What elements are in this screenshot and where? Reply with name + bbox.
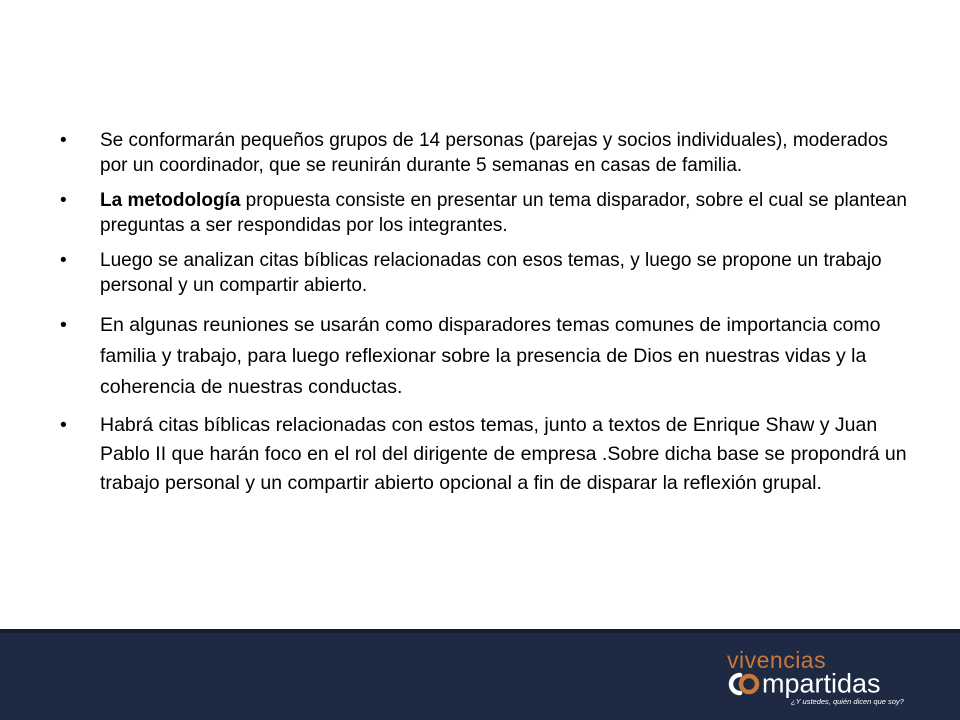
bullet-item	[60, 310, 920, 403]
bullet-dot: •	[60, 250, 67, 271]
bullet-item	[60, 188, 920, 238]
logo-line-1: vivencias	[727, 647, 827, 673]
bullet-text: propuesta consiste en presentar un tema disparador, sobre el cual se plantean preguntas a ser respondidas por los integrantes.	[100, 190, 907, 236]
bullet-text: En algunas reuniones se usarán como disparadores temas comunes de importancia como familia y trabajo, para luego reflexionar sobre la presencia de Dios en nuestras vidas y la coherencia de nuestras conductas.	[100, 314, 881, 398]
logo-co-mark-icon	[727, 671, 761, 697]
bullet-dot: •	[60, 130, 67, 151]
bullet-item	[60, 248, 920, 298]
bullet-list	[60, 128, 920, 498]
logo-tagline: ¿Y ustedes, quién dicen que soy?	[791, 697, 904, 706]
vivencias-compartidas-logo	[727, 647, 927, 711]
bullet-bold-text: La metodología	[100, 190, 241, 211]
bullet-item	[60, 128, 920, 178]
bullet-dot: •	[60, 314, 67, 336]
bullet-text: Se conformarán pequeños grupos de 14 personas (parejas y socios individuales), moderados por un coordinador, que se reunirán durante 5 semanas en casas de familia.	[100, 130, 888, 176]
bullet-dot: •	[60, 190, 67, 211]
bullet-text: Luego se analizan citas bíblicas relacionadas con esos temas, y luego se propone un trabajo personal y un compartir abierto.	[100, 250, 882, 296]
bullet-text: Habrá citas bíblicas relacionadas con estos temas, junto a textos de Enrique Shaw y Juan Pablo II que harán foco en el rol del dirigente de empresa .Sobre dicha base se propondrá un trabajo personal y un compartir abierto opcional a fin de disparar la reflexión grupal.	[100, 414, 907, 494]
bullet-dot: •	[60, 414, 67, 436]
bullet-item	[60, 411, 920, 498]
logo-line-2: mpartidas	[762, 668, 881, 699]
footer-shade	[0, 629, 960, 633]
logo-line-2-wrap	[727, 667, 881, 697]
